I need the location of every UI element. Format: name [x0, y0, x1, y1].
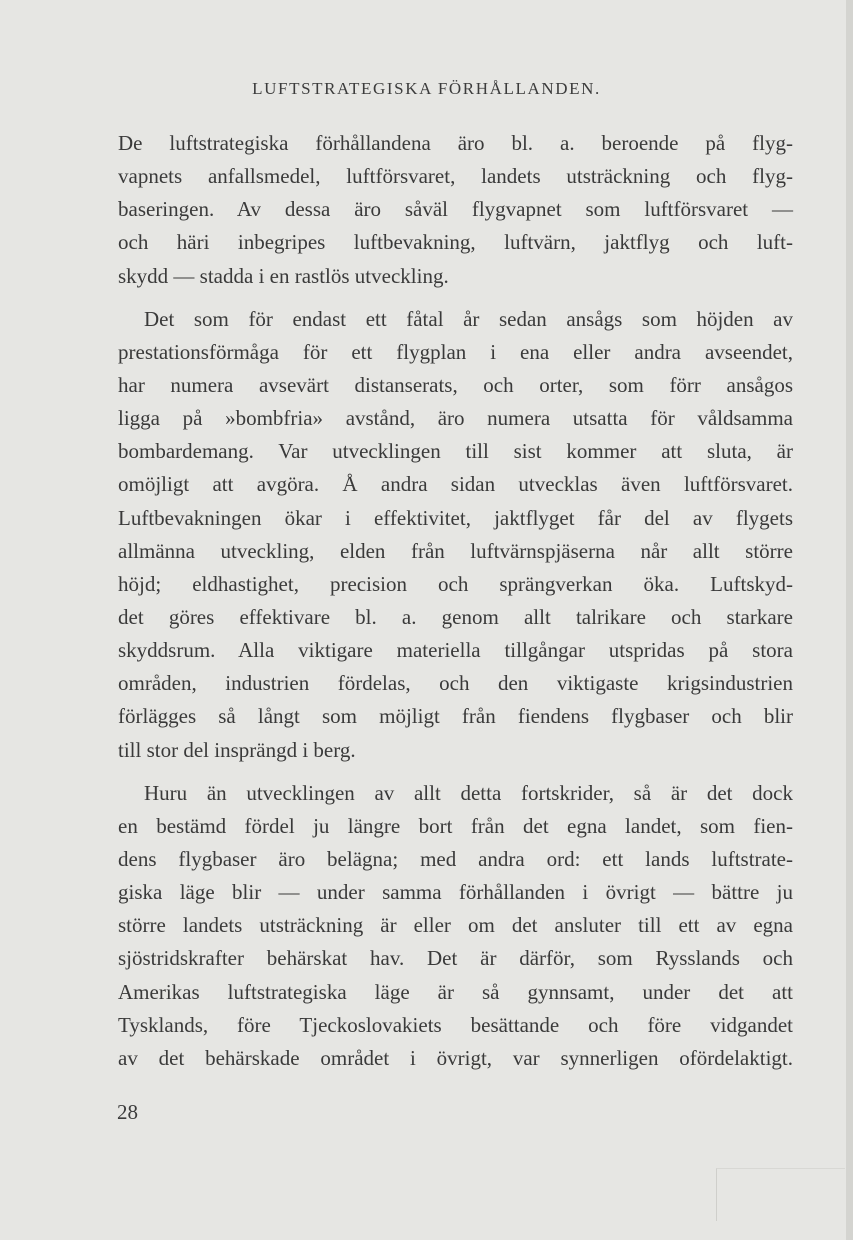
scan-mark: [716, 1168, 845, 1221]
text-line: områden, industrien fördelas, och den viktigaste krigsindustrien: [118, 671, 793, 696]
text-line: sjöstridskrafter behärskat hav. Det är därför, som Rysslands och: [118, 946, 793, 971]
text-line: har numera avsevärt distanserats, och orter, som förr ansågos: [118, 372, 793, 397]
page-edge: [846, 0, 853, 1240]
text-line: förlägges så långt som möjligt från fiendens flygbaser och blir: [118, 704, 793, 729]
page-number: 28: [117, 1100, 138, 1124]
text-line: Det som för endast ett fåtal år sedan ansågs som höjden av: [144, 306, 793, 331]
text-line: höjd; eldhastighet, precision och sprängverkan öka. Luftskyd-: [118, 571, 793, 596]
text-line: av det behärskade området i övrigt, var synnerligen ofördelaktigt.: [118, 1045, 793, 1070]
paragraph-gap: [118, 293, 793, 303]
text-line: omöjligt att avgöra. Å andra sidan utvecklas även luftförsvaret.: [118, 472, 793, 497]
text-line: en bestämd fördel ju längre bort från det egna landet, som fien-: [118, 813, 793, 838]
paragraph-gap: [118, 767, 793, 777]
text-line: Huru än utvecklingen av allt detta fortskrider, så är det dock: [144, 780, 793, 805]
text-line: giska läge blir — under samma förhållanden i övrigt — bättre ju: [118, 880, 793, 905]
text-line: De luftstrategiska förhållandena äro bl. a. beroende på flyg-: [118, 131, 793, 155]
text-line: det göres effektivare bl. a. genom allt talrikare och starkare: [118, 604, 793, 629]
running-heading: LUFTSTRATEGISKA FÖRHÅLLANDEN.: [252, 79, 601, 98]
text-line: prestationsförmåga för ett flygplan i ena eller andra avseendet,: [118, 339, 793, 364]
text-line: Luftbevakningen ökar i effektivitet, jaktflyget får del av flygets: [118, 505, 793, 530]
text-line: vapnets anfallsmedel, luftförsvaret, landets utsträckning och flyg-: [118, 164, 793, 189]
text-line: bombardemang. Var utvecklingen till sist kommer att sluta, är: [118, 439, 793, 464]
text-line: baseringen. Av dessa äro såväl flygvapnet som luftförsvaret —: [118, 197, 793, 222]
text-line: Tysklands, före Tjeckoslovakiets besättande och före vidgandet: [118, 1012, 793, 1037]
text-line: större landets utsträckning är eller om det ansluter till ett av egna: [118, 913, 793, 938]
text-line: skyddsrum. Alla viktigare materiella tillgångar utspridas på stora: [118, 638, 793, 663]
text-line: till stor del insprängd i berg.: [118, 737, 356, 762]
body-text: [118, 127, 793, 1075]
text-line: dens flygbaser äro belägna; med andra ord: ett lands luftstrate-: [118, 846, 793, 871]
text-line: skydd — stadda i en rastlös utveckling.: [118, 263, 449, 288]
text-line: och häri inbegripes luftbevakning, luftvärn, jaktflyg och luft-: [118, 230, 793, 255]
text-line: allmänna utveckling, elden från luftvärnspjäserna når allt större: [118, 538, 793, 563]
text-line: ligga på »bombfria» avstånd, äro numera utsatta för våldsamma: [118, 406, 793, 431]
text-line: Amerikas luftstrategiska läge är så gynnsamt, under det att: [118, 979, 793, 1004]
